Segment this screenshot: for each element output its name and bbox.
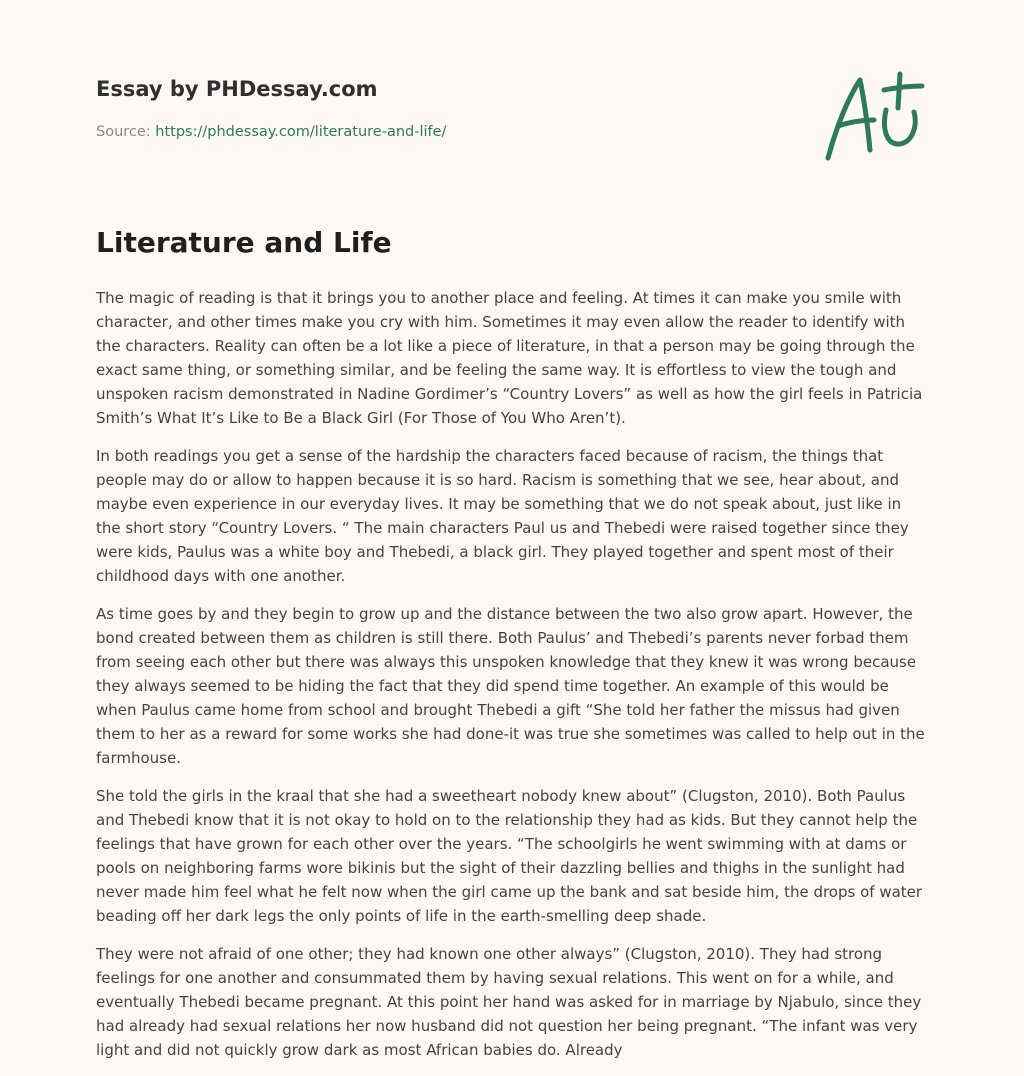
essay-page bbox=[96, 0, 930, 1059]
essay-paragraph: They were not afraid of one other; they had known one other always” (Clugston, 2010). They had strong feelings for one another and consummated them by having sexual relations. This went on for a while, and eventually Thebedi became pregnant. At this point her hand was asked for in marriage by Njabulo, since they had already had sexual relations her now husband did not question her being pregnant. “The infant was very light and did not quickly grow dark as most African babies do. Already bbox=[96, 945, 922, 1059]
source-line bbox=[96, 124, 446, 140]
essay-paragraph: As time goes by and they begin to grow up and the distance between the two also grow apart. However, the bond created between them as children is still there. Both Paulus’ and Thebedi’s parents never forbad them from seeing each other but there was always this unspoken knowledge that they knew it was wrong because they always seemed to be hiding the fact that they did spend time together. An example of this would be when Paulus came home from school and brought Thebedi a gift “She told her father the missus had given them to her as a reward for some works she had done-it was true she sometimes was called to help out in the farmhouse. bbox=[96, 605, 925, 767]
essay-paragraph: She told the girls in the kraal that she had a sweetheart nobody knew about” (Clugston, 2010). Both Paulus and Thebedi know that it is not okay to hold on to the relationship they had as kids. But they cannot help the feelings that have grown for each other over the years. “The schoolgirls he went swimming with at dams or pools on neighboring farms wore bikinis but the sight of their dazzling bellies and thighs in the sunlight had never made him feel what he felt now when the girl came up the bank and sat beside him, the drops of water beading off her dark legs the only points of life in the earth-smelling deep shade. bbox=[96, 787, 923, 925]
essay-paragraph: The magic of reading is that it brings you to another place and feeling. At times it can make you smile with character, and other times make you cry with him. Sometimes it may even allow the reader to identify with the characters. Reality can often be a lot like a piece of literature, in that a person may be going through the exact same thing, or something similar, and be feeling the same way. It is effortless to view the tough and unspoken racism demonstrated in Nadine Gordimer’s “Country Lovers” as well as how the girl feels in Patricia Smith’s What It’s Like to Be a Black Girl (For Those of You Who Aren’t). bbox=[96, 289, 923, 427]
essay-body bbox=[96, 286, 930, 1076]
site-brand: Essay by PHDessay.com bbox=[96, 77, 378, 101]
page-header bbox=[96, 0, 930, 200]
essay-title: Literature and Life bbox=[96, 226, 392, 259]
essay-paragraph: In both readings you get a sense of the hardship the characters faced because of racism, the things that people may do or allow to happen because it is so hard. Racism is something that we see, hear about, and maybe even experience in our everyday lives. It may be something that we do not speak about, just like in the short story “Country Lovers. “ The main characters Paul us and Thebedi were raised together since they were kids, Paulus was a white boy and Thebedi, a black girl. They played together and spent most of their childhood days with one another. bbox=[96, 447, 909, 585]
source-label: Source: bbox=[96, 124, 151, 140]
source-link[interactable]: https://phdessay.com/literature-and-life/ bbox=[155, 124, 447, 140]
a-plus-grade-icon bbox=[820, 68, 930, 164]
